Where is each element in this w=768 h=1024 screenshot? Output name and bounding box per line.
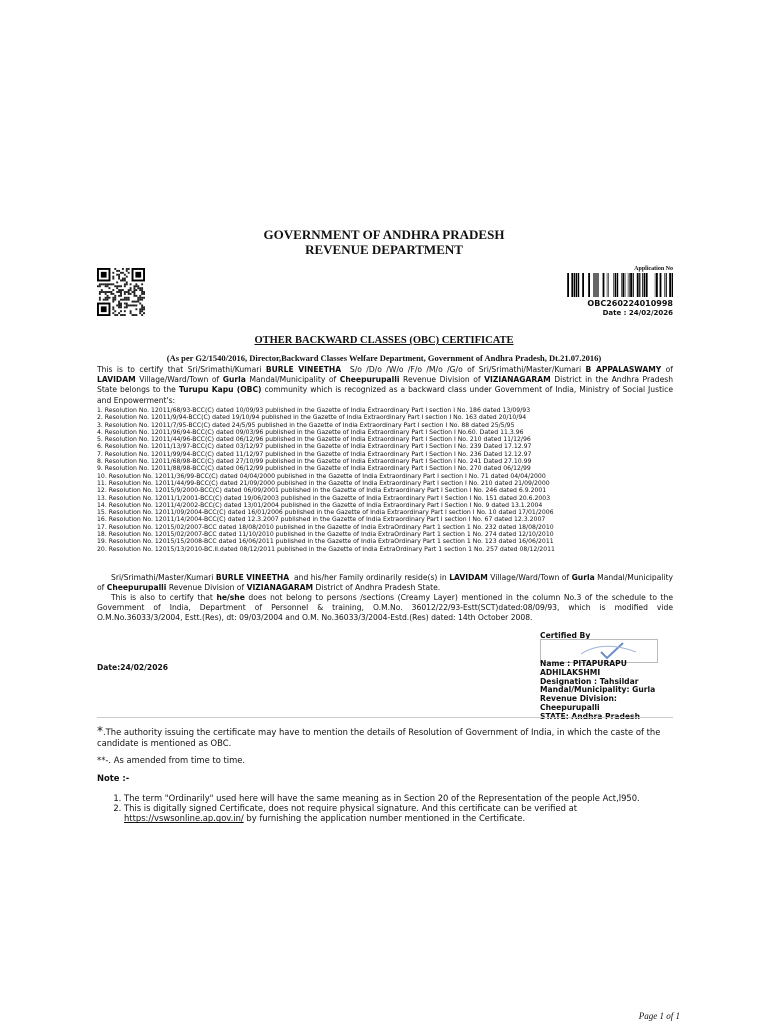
resolution-item: 11. Resolution No. 12011/44/99-BCC(C) dated 21/09/2000 published in the Gazette of India Extraordinary Part I section I No. 210 dated 21/09/2000: [97, 479, 550, 487]
signatory-designation: Designation : Tahsildar: [540, 676, 639, 686]
resolution-list: [97, 407, 673, 553]
resolution-item: 13. Resolution No. 12011/1/2001-BCC(C) dated 19/06/2003 published in the Gazette of India Extraordinary Part I Section I No. 151 dated 20.6.2003: [97, 494, 551, 502]
resolution-item: 5. Resolution No. 12011/44/96-BCC(C) dated 06/12/96 published in the Gazette of India Extraordinary Part I Section I No. 210 dated 11/12/96: [97, 436, 531, 444]
certification-paragraph: This is to certify that Sri/Srimathi/Kumari BURLE VINEETHA S/o /D/o /W/o /F/o /M/o /G/o of Sri/Srimathi/Master/Kumari B APPALASWAMY of LAVIDAM Village/Ward/Town of Gurla Mandal/Municipality of Cheepurupalli Revenue Division of VIZIANAGARAM District in the Andhra Pradesh State belongs to the Turupu Kapu (OBC) community which is recognized as a backward class under Government of India, Ministry of Social Justice and Enpowerment's:: [97, 365, 674, 405]
header-government: GOVERNMENT OF ANDHRA PRADESH: [263, 227, 505, 242]
certificate-subtitle: (As per G2/1540/2016, Director,Backward Classes Welfare Department, Government of Andhra Pradesh, Dt.21.07.2016): [166, 353, 602, 363]
resolution-item: 19. Resolution No. 12015/15/2008-BCC dated 16/06/2011 published in the Gazette of India ExtraOrdinary Part 1 section 1 No. 123 dated 16/06/2011: [97, 538, 554, 546]
resolution-item: 16. Resolution No. 12011/14/2004-BCC(C) dated 12.3.2007 published in the Gazette of India Extraordinary Part I section I No. 67 dated 12.3.2007: [97, 516, 546, 524]
barcode-icon: [566, 273, 673, 297]
signatory-division: Revenue Division: Cheepurupalli: [540, 694, 617, 712]
resolution-item: 6. Resolution No. 12011/13/97-BCC(C) dated 03/12/97 published in the Gazette of India Extraordinary Part I Section I No. 239 Dated 17.12.97: [97, 443, 532, 451]
notes-list: [110, 793, 687, 824]
resolution-item: 14. Resolution No. 12011/4/2002-BCC(C) dated 13/01/2004 published in the Gazette of India Extraordinary Part I Section I No. 9 dated 13.1.2004: [97, 501, 543, 509]
header-department: REVENUE DEPARTMENT: [305, 242, 463, 257]
application-no-label: Application No: [634, 266, 673, 272]
qr-code-icon: [97, 268, 145, 316]
resolution-item: 20. Resolution No. 12015/13/2010-BC.II.dated 08/12/2011 published in the Gazette of India ExtraOrdinary Part 1 section 1 No. 257 dated 08/12/2011: [97, 545, 555, 553]
certificate-title: OTHER BACKWARD CLASSES (OBC) CERTIFICATE: [254, 335, 514, 346]
application-number: OBC260224010998: [587, 299, 673, 308]
resolution-item: 7. Resolution No. 12011/99/94-BCC(C) dated 11/12/97 published in the Gazette of India Extraordinary Part I Section I No. 236 Dated 12.12.97: [97, 450, 532, 458]
signatory-state: STATE: Andhra Pradesh: [540, 711, 640, 721]
signatory-name: Name : PITAPURAPU ADHILAKSHMI: [540, 659, 627, 677]
note-item: 1. The term "Ordinarily" used here will have the same meaning as in Section 20 of the Representation of the people Act,l950.: [124, 793, 687, 803]
resolution-item: 15. Resolution No. 12011/09/2004-BCC(C) dated 16/01/2006 published in the Gazette of India Extraordinary Part I section I No. 10 dated 17/01/2006: [97, 509, 554, 517]
divider: [97, 717, 673, 718]
resolution-item: 9. Resolution No. 12011/88/98-BCC(C) dated 06/12/99 published in the Gazette of India Extraordinary Part I Section I No. 270 dated 06/12/99: [97, 465, 531, 473]
resolution-item: 17. Resolution No. 12015/02/2007-BCC dated 18/08/2010 published in the Gazette of India ExtraOrdinary Part 1 section 1 No. 232 dated 18/08/2010: [97, 523, 554, 531]
resolution-item: 18. Resolution No. 12015/02/2007-BCC dated 11/10/2010 published in the Gazette of India ExtraOrdinary Part 1 section 1 No. 274 dated 12/10/2010: [97, 531, 554, 539]
signatory-details: [540, 660, 670, 722]
resolution-item: 1. Resolution No. 12011/68/93-BCC(C) dated 10/09/93 published in the Gazette of India Extraordinary Part I section I No. 186 dated 13/09/93: [97, 407, 531, 414]
note-label: Note :-: [97, 773, 130, 783]
note-item: 2. This is digitally signed Certificate, does not require physical signature. And this certificate can be verified at https://vswsonline.ap.gov.in/ by furnishing the application number mentioned in the Certificate.: [124, 803, 687, 823]
creamy-layer-paragraph: This is also to certify that he/she does not belong to persons /sections (Creamy Layer) mentioned in the column No.3 of the schedule to the Government of India, Department of Personnel & training, O.M.No. 36012/22/93-Estt(SCT)dated:08/09/93, which is modified vide O.M.No.36033/3/2004, Estt.(Res), dt: 09/03/2004 and O.M. No.36033/3/2004-Estd.(Res) dated: 14th October 2008.: [97, 593, 673, 623]
resolution-item: 3. Resolution No. 12011/7/95-BCC(C) dated 24/5/95 published in the Gazette of India Extraordinary Part I section I No. 88 dated 25/5/95: [97, 421, 515, 429]
resolution-item: 12. Resolution No. 12015/9/2000-BCC(C) dated 06/09/2001 published in the Gazette of India Extraordinary Part I Section I No. 246 dated 6.9.2001: [97, 487, 547, 495]
resolution-item: 4. Resolution No. 12011/96/94-BCC(C) dated 09/03/96 published in the Gazette of India Extraordinary Part I Section I No.60. Dated 11.3.96: [97, 428, 524, 436]
page-number: Page 1 of 1: [638, 1011, 680, 1021]
certified-by-label: Certified By: [540, 631, 591, 640]
resolution-item: 2. Resolution No. 12011/9/94-BCC(C) dated 19/10/94 published in the Gazette of India Extraordinary Part I section I No. 163 dated 20/10/94: [97, 414, 527, 422]
signed-date: Date:24/02/2026: [97, 663, 169, 672]
signatory-mandal: Mandal/Municipality: Gurla: [540, 685, 656, 695]
resolution-item: 10. Resolution No. 12011/36/99-BCC(C) dated 04/04/2000 published in the Gazette of India Extraordinary Part I section I No. 71 dated 04/04/2000: [97, 472, 546, 480]
footnote-amended: **-. As amended from time to time.: [97, 755, 246, 765]
issue-date: Date : 24/02/2026: [602, 309, 673, 317]
footnote-authority: *.The authority issuing the certificate may have to mention the details of Resolution of Government of India, in which the caste of the candidate is mentioned as OBC.: [97, 724, 661, 748]
resolution-item: 8. Resolution No. 12011/68/98-BCC(C) dated 27/10/99 published in the Gazette of India Extraordinary Part I Section I No. 241 Dated 27.10.99: [97, 458, 532, 466]
verification-link[interactable]: https://vswsonline.ap.gov.in/: [124, 813, 244, 824]
residence-paragraph: Sri/Srimathi/Master/Kumari BURLE VINEETHA and his/her Family ordinarily reside(s) in LAVIDAM Village/Ward/Town of Gurla Mandal/Municipality of Cheepurupalli Revenue Division of VIZIANAGARAM District of Andhra Pradesh State.: [97, 573, 674, 593]
